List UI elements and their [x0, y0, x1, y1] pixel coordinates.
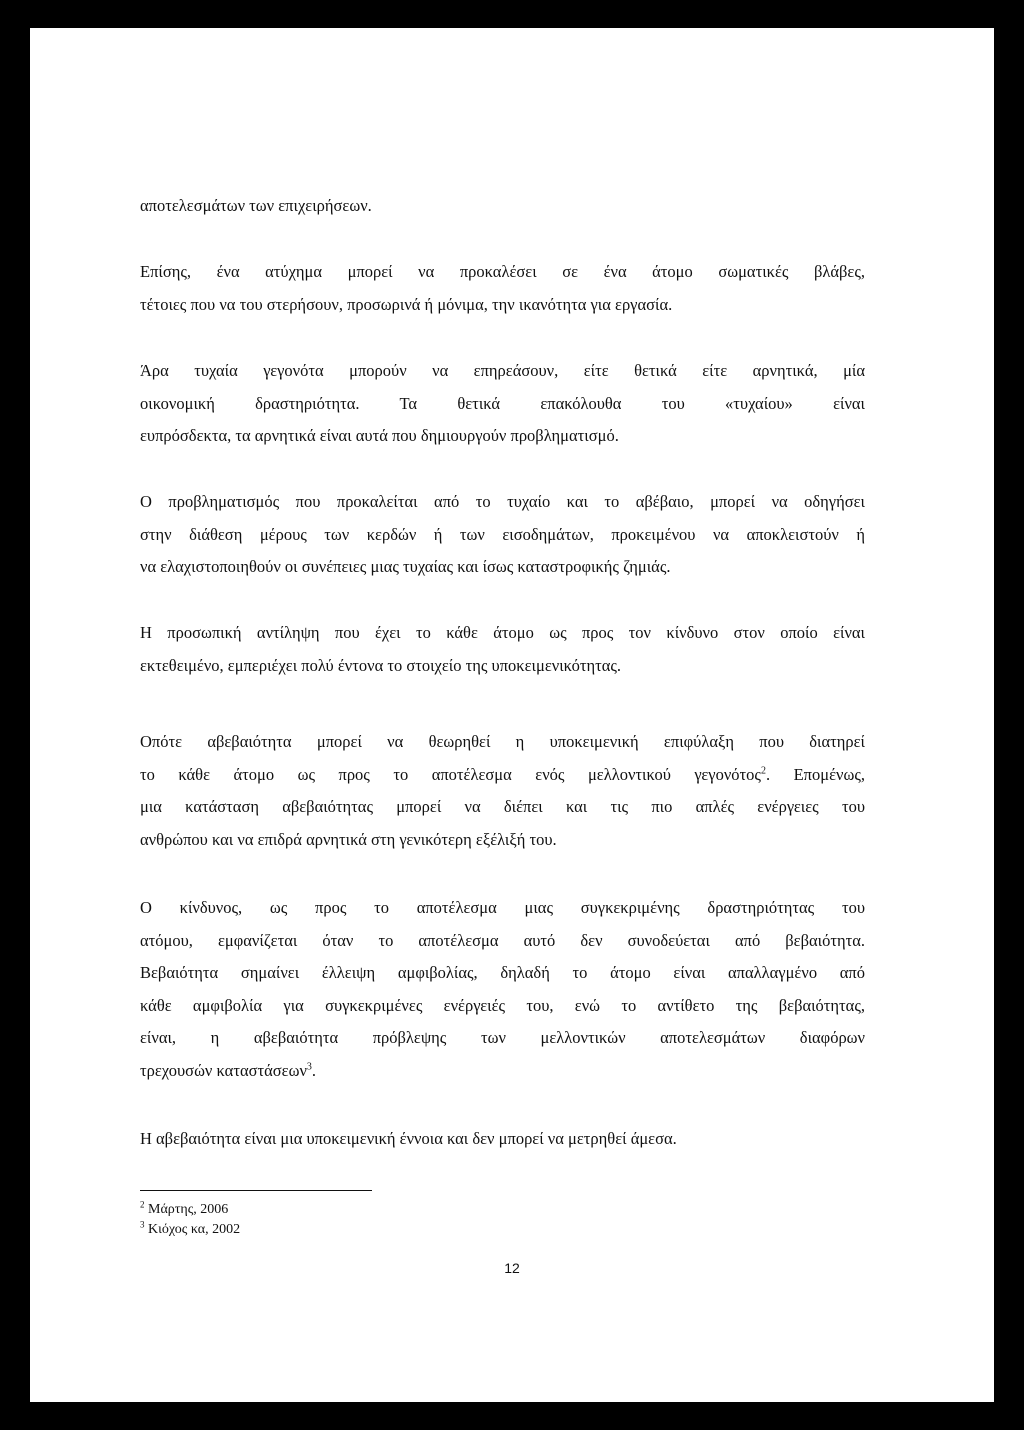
- text-line: Οπότε αβεβαιότητα μπορεί να θεωρηθεί η υποκειμενική επιφύλαξη που διατηρεί: [140, 732, 865, 751]
- paragraph-6: [140, 726, 865, 856]
- text-line: Βεβαιότητα σημαίνει έλλειψη αμφιβολίας, δηλαδή το άτομο είναι απαλλαγμένο από: [140, 963, 865, 982]
- text-line: Ο κίνδυνος, ως προς το αποτέλεσμα μιας συγκεκριμένης δραστηριότητας του: [140, 898, 865, 917]
- paragraph-2: [140, 256, 865, 321]
- text-line: μια κατάσταση αβεβαιότητας μπορεί να διέπει και τις πιο απλές ενέργειες του: [140, 797, 865, 816]
- footnotes: [140, 1200, 540, 1240]
- text-line: [140, 759, 865, 792]
- paragraph-3: [140, 355, 865, 453]
- text-line: είναι, η αβεβαιότητα πρόβλεψης των μελλοντικών αποτελεσμάτων διαφόρων: [140, 1028, 865, 1047]
- text-line: εκτεθειμένο, εμπεριέχει πολύ έντονα το στοιχείο της υποκειμενικότητας.: [140, 655, 622, 675]
- text-fragment: το κάθε άτομο ως προς το αποτέλεσμα ενός μελλοντικού γεγονότος: [140, 764, 761, 784]
- footnote-number: 2: [140, 1199, 145, 1210]
- text-line: κάθε αμφιβολία για συγκεκριμένες ενέργειές του, ενώ το αντίθετο της βεβαιότητας,: [140, 995, 865, 1015]
- footnote: [140, 1200, 540, 1220]
- footnote-divider: [140, 1190, 372, 1191]
- page-number: 12: [504, 1260, 520, 1276]
- footnote-reference: 3: [306, 1061, 312, 1072]
- text-line: στην διάθεση μέρους των κερδών ή των εισοδημάτων, προκειμένου να αποκλειστούν ή: [140, 524, 865, 544]
- text-line: Επίσης, ένα ατύχημα μπορεί να προκαλέσει σε ένα άτομο σωματικές βλάβες,: [140, 262, 865, 281]
- text-line: ατόμου, εμφανίζεται όταν το αποτέλεσμα αυτό δεν συνοδεύεται από βεβαιότητα.: [140, 930, 865, 950]
- text-line: Η προσωπική αντίληψη που έχει το κάθε άτομο ως προς τον κίνδυνο στον οποίο είναι: [140, 623, 865, 642]
- paragraph-8: [140, 1123, 865, 1156]
- text-fragment: . Επομένως,: [765, 764, 865, 784]
- text-line: τέτοιες που να του στερήσουν, προσωρινά ή μόνιμα, την ικανότητα για εργασία.: [140, 294, 673, 314]
- text-line: Ο προβληματισμός που προκαλείται από το τυχαίο και το αβέβαιο, μπορεί να οδηγήσει: [140, 492, 865, 511]
- text-line: αποτελεσμάτων των επιχειρήσεων.: [140, 196, 372, 215]
- footnote-text: Μάρτης, 2006: [148, 1202, 229, 1217]
- text-line: οικονομική δραστηριότητα. Τα θετικά επακόλουθα του «τυχαίου» είναι: [140, 393, 865, 413]
- footnote-reference: 2: [760, 765, 766, 776]
- paragraph-7: [140, 892, 865, 1087]
- text-line: [140, 1055, 865, 1088]
- footnote-text: Κιόχος κα, 2002: [148, 1222, 241, 1237]
- document-page: [30, 28, 994, 1402]
- paragraph-5: [140, 617, 865, 682]
- text-line: ευπρόσδεκτα, τα αρνητικά είναι αυτά που δημιουργούν προβληματισμό.: [140, 426, 619, 445]
- text-line: ανθρώπου και να επιδρά αρνητικά στη γενικότερη εξέλιξή του.: [140, 829, 557, 849]
- text-fragment: .: [311, 1060, 317, 1080]
- text-line: Άρα τυχαία γεγονότα μπορούν να επηρεάσουν, είτε θετικά είτε αρνητικά, μία: [140, 361, 865, 380]
- text-line: να ελαχιστοποιηθούν οι συνέπειες μιας τυχαίας και ίσως καταστροφικής ζημιάς.: [140, 557, 671, 576]
- text-fragment: τρεχουσών καταστάσεων: [140, 1060, 307, 1080]
- paragraph-4: [140, 486, 865, 584]
- text-line: Η αβεβαιότητα είναι μια υποκειμενική έννοια και δεν μπορεί να μετρηθεί άμεσα.: [140, 1129, 677, 1148]
- footnote-number: 3: [140, 1219, 145, 1230]
- footnote: [140, 1220, 540, 1240]
- paragraph-1: [140, 190, 865, 223]
